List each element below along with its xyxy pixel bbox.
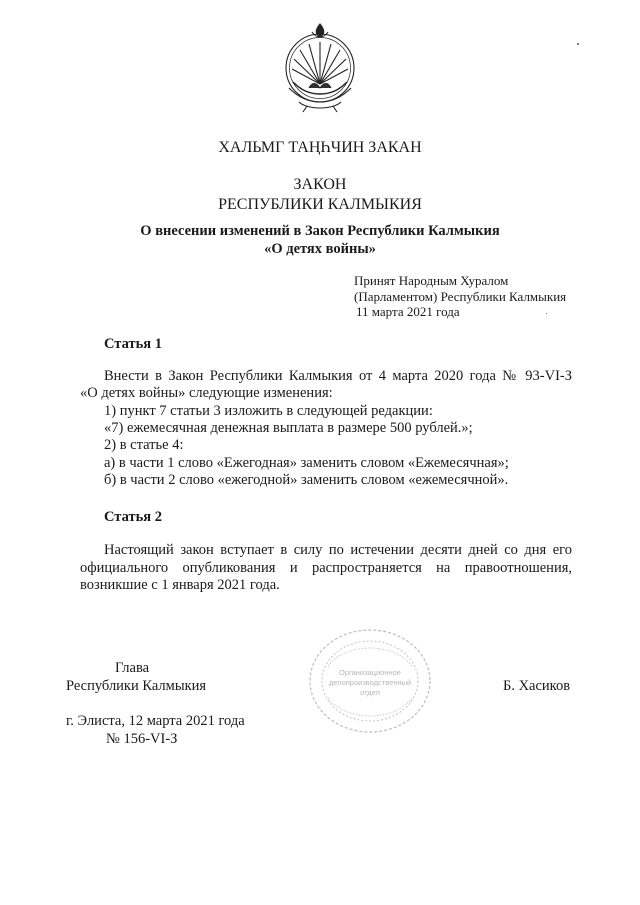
scan-speck bbox=[546, 313, 547, 314]
article-2-line: официального опубликования и распространяется на правоотношения, bbox=[80, 560, 572, 576]
article-2-heading: Статья 2 bbox=[104, 509, 162, 525]
article-1-line: 1) пункт 7 статьи 3 изложить в следующей редакции: bbox=[104, 403, 433, 419]
article-1-line: а) в части 1 слово «Ежегодная» заменить словом «Ежемесячная»; bbox=[104, 455, 509, 471]
article-2-line: Настоящий закон вступает в силу по истечении десяти дней со дня его bbox=[104, 542, 572, 558]
republic-title: РЕСПУБЛИКИ КАЛМЫКИЯ bbox=[218, 196, 422, 213]
stamp-text-line-3: отдел bbox=[360, 688, 380, 697]
scan-speck bbox=[577, 43, 579, 45]
law-title: ЗАКОН bbox=[293, 176, 347, 193]
signer-title-line-1: Глава bbox=[115, 660, 150, 676]
adopted-line-1: Принят Народным Хуралом bbox=[354, 273, 509, 288]
law-subject-line-1: О внесении изменений в Закон Республики Калмыкия bbox=[140, 223, 500, 239]
article-1-heading: Статья 1 bbox=[104, 336, 162, 352]
article-2-line: возникшие с 1 января 2021 года. bbox=[80, 577, 280, 593]
article-1-line: «О детях войны» следующие изменения: bbox=[80, 385, 333, 401]
law-number: № 156-VI-З bbox=[106, 731, 178, 747]
kalmyk-title: ХАЛЬМГ ТАҢҺЧИН ЗАКАН bbox=[218, 139, 422, 156]
official-stamp bbox=[306, 626, 434, 736]
law-subject-line-2: «О детях войны» bbox=[264, 241, 376, 257]
stamp-text-line-1: Организационное bbox=[339, 668, 401, 677]
coat-of-arms-emblem bbox=[279, 22, 361, 114]
adopted-date: 11 марта 2021 года bbox=[356, 304, 460, 319]
signer-title-line-2: Республики Калмыкия bbox=[66, 678, 207, 694]
article-1-line: б) в части 2 слово «ежегодной» заменить словом «ежемесячной». bbox=[104, 472, 509, 488]
adopted-line-2: (Парламентом) Республики Калмыкия bbox=[354, 289, 567, 304]
stamp-text-line-2: делопроизводственный bbox=[328, 678, 412, 687]
article-1-line: Внести в Закон Республики Калмыкия от 4 марта 2020 года № 93-VI-З bbox=[104, 368, 572, 384]
place-and-date: г. Элиста, 12 марта 2021 года bbox=[66, 713, 245, 729]
article-1-line: «7) ежемесячная денежная выплата в размере 500 рублей.»; bbox=[104, 420, 473, 436]
article-1-line: 2) в статье 4: bbox=[104, 437, 184, 453]
signer-name: Б. Хасиков bbox=[503, 678, 571, 694]
